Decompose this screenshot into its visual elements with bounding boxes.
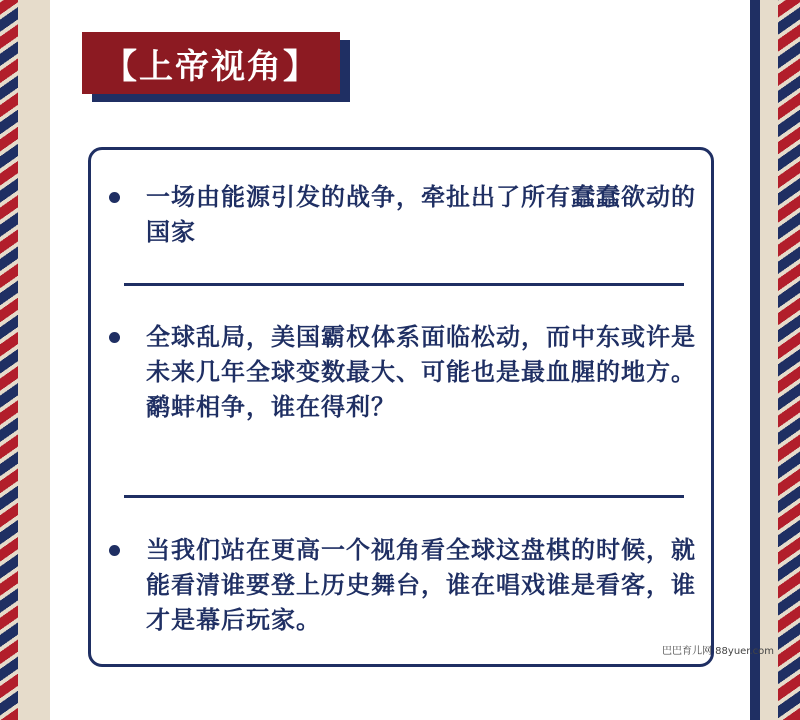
bullet-icon bbox=[109, 332, 120, 343]
bullet-icon bbox=[109, 545, 120, 556]
title-banner bbox=[82, 32, 340, 94]
right-stripe-border bbox=[778, 0, 800, 720]
page-title: 【上帝视角】 bbox=[103, 46, 319, 87]
list-item-text: 当我们站在更高一个视角看全球这盘棋的时候，就能看清谁要登上历史舞台，谁在唱戏谁是看客，谁才是幕后玩家。 bbox=[146, 536, 696, 634]
paper-right-border bbox=[750, 0, 760, 720]
bullet-icon bbox=[109, 192, 120, 203]
divider bbox=[124, 495, 684, 498]
divider bbox=[124, 283, 684, 286]
content-card bbox=[88, 147, 714, 667]
list-item-text: 全球乱局，美国霸权体系面临松动，而中东或许是未来几年全球变数最大、可能也是最血腥的地方。鹬蚌相争，谁在得利？ bbox=[146, 323, 696, 421]
list-item-text: 一场由能源引发的战争，牵扯出了所有蠢蠢欲动的国家 bbox=[146, 183, 696, 246]
watermark: 巴巴育儿网 88yuer.com bbox=[662, 646, 775, 657]
left-stripe-border bbox=[0, 0, 18, 720]
